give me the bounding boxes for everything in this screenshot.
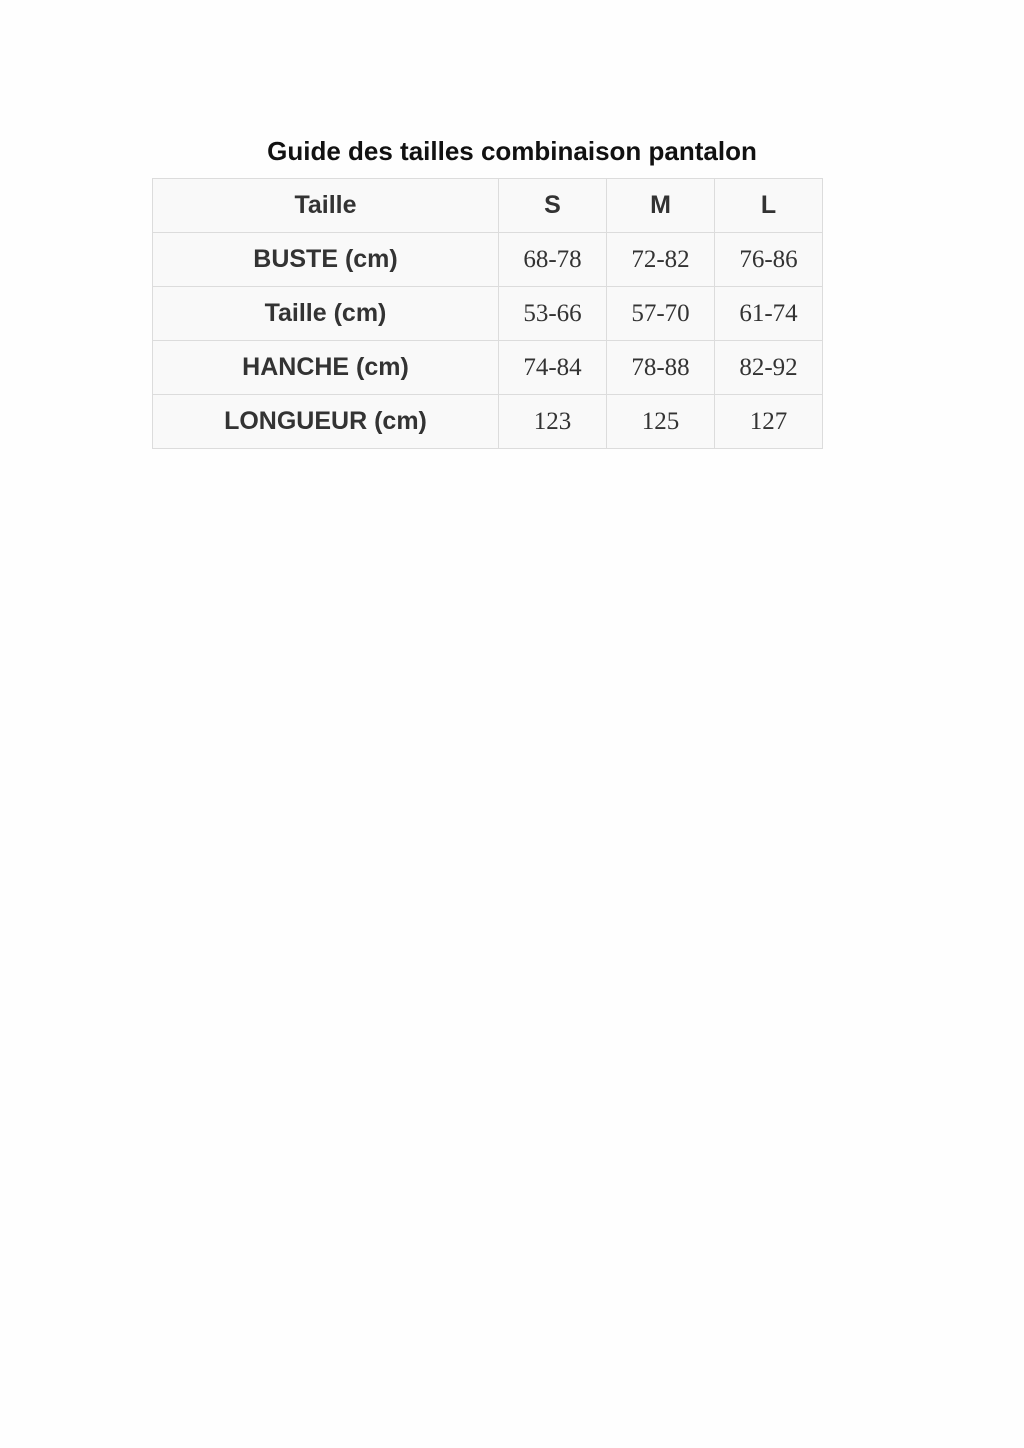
table-row (153, 341, 823, 395)
cell-value: 78-88 (607, 341, 715, 395)
cell-value: 74-84 (499, 341, 607, 395)
cell-value: 125 (607, 395, 715, 449)
cell-value: 72-82 (607, 233, 715, 287)
row-label-buste: BUSTE (cm) (153, 233, 499, 287)
cell-value: 57-70 (607, 287, 715, 341)
header-cell-taille: Taille (153, 179, 499, 233)
size-guide-table (152, 178, 823, 449)
cell-value: 76-86 (715, 233, 823, 287)
table-row (153, 395, 823, 449)
row-label-hanche: HANCHE (cm) (153, 341, 499, 395)
cell-value: 61-74 (715, 287, 823, 341)
cell-value: 82-92 (715, 341, 823, 395)
header-cell-m: M (607, 179, 715, 233)
cell-value: 123 (499, 395, 607, 449)
table-header-row (153, 179, 823, 233)
table-row (153, 287, 823, 341)
header-cell-s: S (499, 179, 607, 233)
cell-value: 127 (715, 395, 823, 449)
row-label-taille: Taille (cm) (153, 287, 499, 341)
cell-value: 68-78 (499, 233, 607, 287)
table-row (153, 233, 823, 287)
header-cell-l: L (715, 179, 823, 233)
cell-value: 53-66 (499, 287, 607, 341)
page-title: Guide des tailles combinaison pantalon (267, 136, 757, 166)
row-label-longueur: LONGUEUR (cm) (153, 395, 499, 449)
